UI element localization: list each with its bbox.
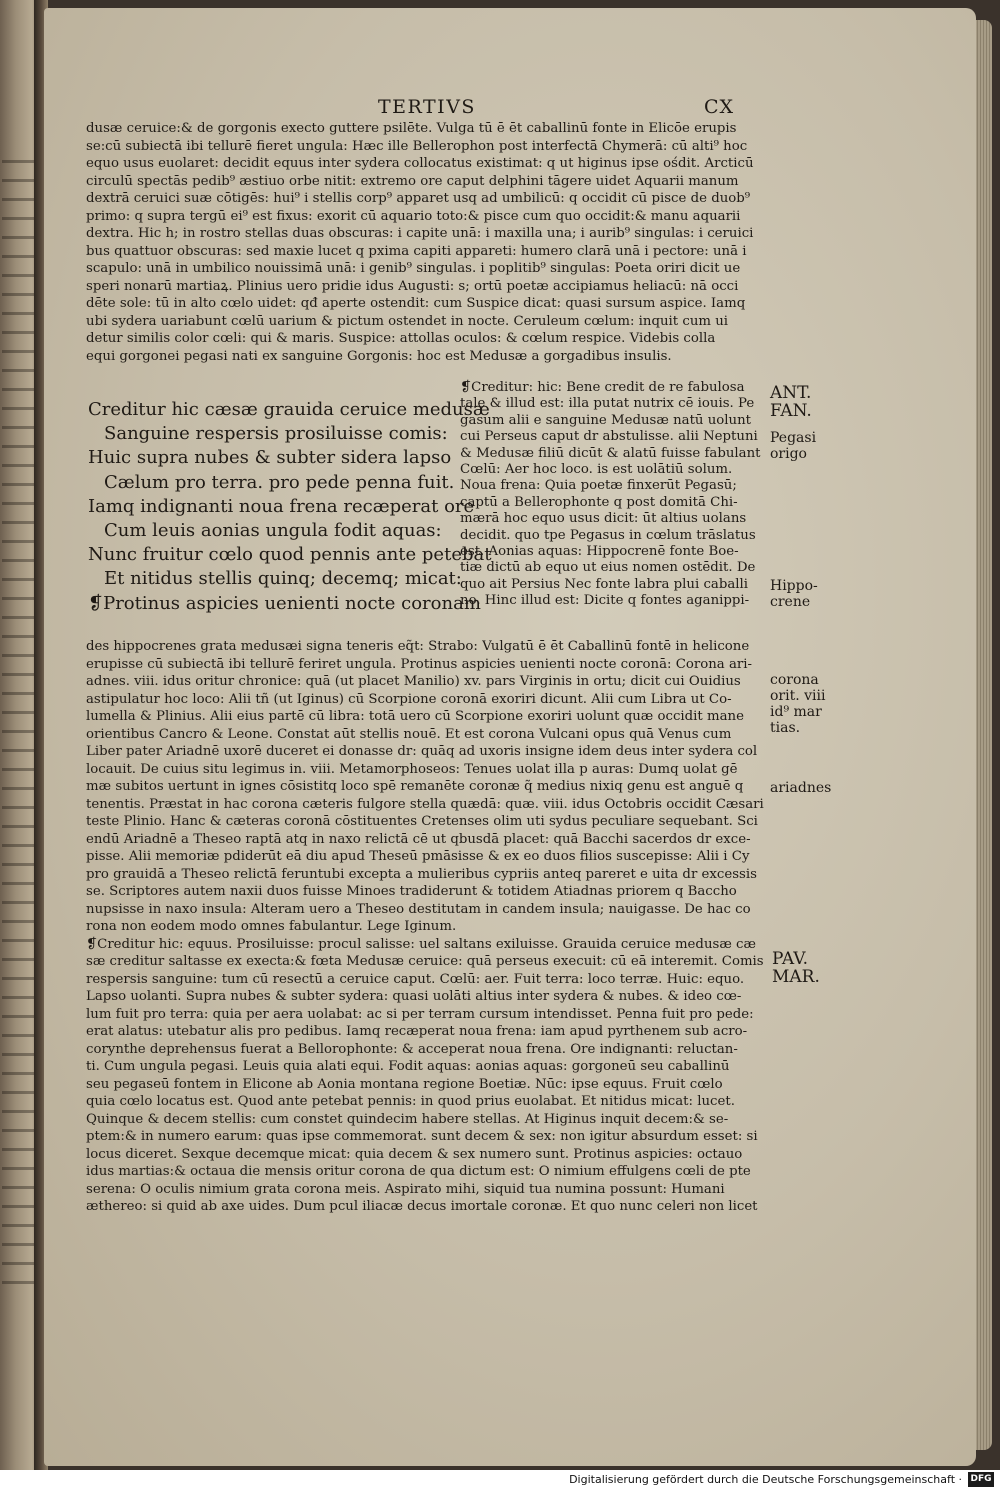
text-line: lum fuit pro terra: quia per aera uolabat: ac si per terram cursum intendisset. Penna fuit pro pede: xyxy=(86,1006,754,1022)
text-line: serena: O oculis nimium grata corona meis. Aspirato mihi, siquid tua numina possunt: Humani xyxy=(86,1181,725,1197)
text-line: scapulo: unā in umbilico nouissimā unā: i genib⁹ singulas. i poplitib⁹ singulas: Poeta oriri dicit ue xyxy=(86,261,741,276)
text-line: tiæ dictū ab equo ut eius nomen ostēdit. De xyxy=(460,560,756,576)
text-line: mærā hoc equo usus dicit: ūt altius uolans xyxy=(460,511,747,527)
verse-line: Iamq indignanti noua frena recæperat ore xyxy=(88,495,475,517)
text-line: dextrā ceruici suæ cōtigēs: hui⁹ i stellis corp⁹ apparet usq ad umbilicū: q occidit cū pisce de duob⁹ xyxy=(86,191,751,206)
margin-line: crene xyxy=(770,594,811,610)
verse-line: Creditur hic cæsæ grauida ceruice medusæ xyxy=(88,399,490,420)
margin-note-ant-fan xyxy=(770,384,812,420)
digitization-footer xyxy=(0,1470,1000,1490)
text-line: equi gorgonei pegasi nati ex sanguine Gorgonis: hoc est Medusæ a gorgadibus insulis. xyxy=(86,348,672,364)
text-line: quia cœlo locatus est. Quod ante petebat pennis: in quod prius euolabat. Et nitidus micat: lucet. xyxy=(86,1094,735,1109)
margin-line: PAV. xyxy=(772,949,809,969)
margin-line: ariadnes xyxy=(770,780,832,796)
verse-line: Et nitidus stellis quinq; decemq; micat: xyxy=(104,568,462,590)
text-line: erat alatus: utebatur alis pro pedibus. Iamq recæperat noua frena: iam apud pyrthenem sub acro- xyxy=(86,1024,748,1039)
commentary-right-column xyxy=(460,380,760,609)
text-line: des hippocrenes grata medusæi signa teneris eq̃t: Strabo: Vulgatū ē ēt Caballinū fontē in helicone xyxy=(86,639,750,654)
text-line: ptem:& in numero earum: quas ipse commemorat. sunt decem & sex: non igitur absurdum esset: si xyxy=(86,1129,758,1144)
text-line: se:cū subiectā ibi tellurē fieret ungula: Hæc ille Bellerophon post interfectā Chymerā: cū alti⁹ hoc xyxy=(86,138,748,154)
margin-line: tias. xyxy=(770,720,801,736)
commentary-bottom xyxy=(86,638,764,1216)
verse-line: Nunc fruitur cœlo quod pennis ante petebat xyxy=(88,544,492,566)
verse-block xyxy=(88,398,491,616)
margin-line: MAR. xyxy=(772,967,820,987)
text-line: pro grauidā a Theseo relictā feruntubi excepta a mulieribus cypriis anteq pareret e uita dr excessis xyxy=(86,866,757,882)
text-line: mæ subitos uertunt in ignes cōsistitq loco spē remanēte coronæ q̃ medius nixiq genu est anguē q xyxy=(86,779,744,794)
footer-credit: Digitalisierung gefördert durch die Deutsche Forschungsgemeinschaft · xyxy=(569,1473,962,1486)
text-line: captū a Bellerophonte q post domitā Chi- xyxy=(460,494,738,510)
text-line: æthereo: si quid ab axe uides. Dum pcul iliacæ decus imortale coronæ. Et quo nunc celeri non licet xyxy=(86,1199,758,1214)
text-line: dusæ ceruice:& de gorgonis execto guttere psilēte. Vulga tū ē ēt caballinū fonte in Elicōe erupis xyxy=(86,121,737,136)
text-line: endū Ariadnē a Theseo raptā atq in naxo relictā cē ut qbusdā placet: quā Bacchi sacerdos dr exce- xyxy=(86,831,751,847)
text-line: Quinque & decem stellis: cum constet quindecim habere stellas. At Higinus inquit decem:& se- xyxy=(86,1111,729,1127)
text-line: seu pegaseū fontem in Elicone ab Aonia montana regione Boetiæ. Nūc: ipse equus. Fruit cœlo xyxy=(86,1076,723,1092)
margin-line: corona xyxy=(770,672,819,688)
margin-note-corona xyxy=(770,672,825,736)
margin-line: FAN. xyxy=(770,401,812,421)
margin-line: Pegasi xyxy=(770,430,817,446)
margin-line: Hippo- xyxy=(770,578,818,594)
text-line: astipulatur hoc loco: Alii tñ (ut Iginus) cū Scorpione coronā exoriri dicunt. Alii cum Libra ut Co- xyxy=(86,691,732,707)
text-line: se. Scriptores autem naxii duos fuisse Minoes tradiderunt & totidem Atiadnas priorem q Baccho xyxy=(86,884,737,899)
text-line: equo usus euolaret: decidit equus inter sydera collocatus existimat: q ut higinus ipse ośdit. Arcticū xyxy=(86,156,754,171)
margin-note-ariadne xyxy=(770,780,831,796)
verse-line: Cælum pro terra. pro pede penna fuit. xyxy=(104,471,455,493)
text-line: rona non eodem modo omnes fabulantur. Lege Iginum. xyxy=(86,919,457,934)
text-line: Lapso uolanti. Supra nubes & subter sydera: quasi uolāti altius inter sydera & nubes. & ideo cœ- xyxy=(86,989,742,1004)
text-line: cui Perseus caput dr abstulisse. alii Neptuni xyxy=(460,429,758,445)
text-line: Liber pater Ariadnē uxorē duceret ei donasse dr: quāq ad uxoris insigne idem deus inter sydera col xyxy=(86,744,758,759)
running-head: TERTIVS xyxy=(378,96,476,118)
text-line: tenentis. Præstat in hac corona cæteris fulgore stella quædā: quæ. viii. idus Octobris occidit Cæsari xyxy=(86,796,764,812)
text-line: est. Aonias aquas: Hippocrenē fonte Boe- xyxy=(460,543,739,559)
text-line: no. Hinc illud est: Dicite q fontes aganippi- xyxy=(460,593,750,609)
text-line: adnes. viii. idus oritur chronice: quā (ut placet Manilio) xv. pars Virginis in ortu; dicit cui Ouidius xyxy=(86,674,741,689)
margin-line: id⁹ mar xyxy=(770,704,822,720)
text-line: gasum alii e sanguine Medusæ natū uolunt xyxy=(460,412,751,428)
text-line: detur similis color cœli: qui & maris. Suspice: attollas oculos: & cœlum respice. Videbis colla xyxy=(86,331,716,346)
text-line: Noua frena: Quia poetæ finxerūt Pegasū; xyxy=(460,478,737,494)
text-line: dēte sole: tū in alto cœlo uidet: qđ aperte ostendit: cum Suspice dicat: quasi sursum aspice. Iamq xyxy=(86,296,746,311)
text-line: orientibus Cancro & Leone. Constat aūt stellis nouē. Et est corona Vulcani opus quā Venus cum xyxy=(86,726,732,742)
text-line: Cœlū: Aer hoc loco. is est uolātiū solum. xyxy=(460,461,733,477)
margin-note-pegasi xyxy=(770,430,816,462)
text-line: ❡Creditur: hic: Bene credit de re fabulosa xyxy=(460,380,745,395)
folio-number: CX xyxy=(704,96,735,118)
text-line: circulū spectās pedib⁹ æstiuo orbe nitit: extremo ore caput delphini tāgere uidet Aquarii manum xyxy=(86,173,739,189)
text-line: dextra. Hic h; in rostro stellas duas obscuras: i capite unā: i maxilla una; i aurib⁹ singulas: i ceruici xyxy=(86,226,754,241)
margin-note-pav-mar xyxy=(772,950,820,986)
text-line: ti. Cum ungula pegasi. Leuis quia alati equi. Fodit aquas: aonias aquas: gorgoneū seu caballinū xyxy=(86,1059,730,1074)
text-line: decidit. quo tpe Pegasus in cœlum trāslatus xyxy=(460,527,756,543)
text-line: locauit. De cuius situ legimus in. viii. Metamorphoseos: Tenues uolat illa p auras: Dumq uolat gē xyxy=(86,761,738,777)
text-line: teste Plinio. Hanc & cæteras coronā cōstituentes Cretenses olim uti sydus peculiare sequebant. Sci xyxy=(86,814,758,829)
text-line: corynthe deprehensus fuerat a Bellorophonte: & acceperat noua frena. Ore indignanti: reluctan- xyxy=(86,1041,738,1057)
text-line: respersis sanguine: tum cū resectū a ceruice caput. Cœlū: aer. Fuit terra: loco terræ. Huic: equo. xyxy=(86,971,745,987)
text-line: ubi sydera uariabunt cœlū uarium & pictum ostendet in nocte. Ceruleum cœlum: inquit cum ui xyxy=(86,313,729,329)
text-line: tale & illud est: illa putat nutrix cē iouis. Pe xyxy=(460,396,755,412)
text-line: & Medusæ filiū dicūt & alatū fuisse fabulant xyxy=(460,445,761,461)
text-line: sæ creditur saltasse ex execta:& fœta Medusæ ceruice: quā perseus execuit: cū eā interemit. Comis xyxy=(86,954,764,969)
text-line: lumella & Plinius. Alii eius partē cū libra: totā uero cū Scorpione exoriri uolunt quæ occidit mane xyxy=(86,709,744,724)
margin-line: orit. viii xyxy=(770,688,826,704)
verse-line: Cum leuis aonias ungula fodit aquas: xyxy=(104,519,442,541)
margin-line: ANT. xyxy=(770,383,812,403)
verse-line: Huic supra nubes & subter sidera lapso xyxy=(88,447,452,469)
text-line: idus martias:& octaua die mensis oritur corona de qua dictum est: O nimium effulgens cœli de pte xyxy=(86,1164,751,1179)
commentary-top xyxy=(86,120,754,365)
text-line: speri nonarū martiaꝝ. Plinius uero pridie idus Augusti: s; ortū poetæ accipiamus heliacū: nā occi xyxy=(86,278,739,294)
verse-line: ❡Protinus aspicies uenienti nocte coronam xyxy=(88,592,481,614)
text-line: pisse. Alii memoriæ pdiderūt eā diu apud Theseū pmāsisse & ex eo duos filios suscepisse: Alii i Cy xyxy=(86,849,750,864)
text-line: bus quattuor obscuras: sed maxie lucet q pxima capiti appareti: humero clarā unā i pectore: unā i xyxy=(86,243,747,259)
margin-line: origo xyxy=(770,446,807,462)
text-line: quo ait Persius Nec fonte labra plui caballi xyxy=(460,576,749,592)
left-page-text-lines xyxy=(2,150,36,1300)
verse-line: Sanguine respersis prosiluisse comis: xyxy=(104,423,448,445)
text-line: nupsisse in naxo insula: Alteram uero a Theseo destitutam in candem insula; nauigasse. De hac co xyxy=(86,901,751,917)
dfg-logo: DFG xyxy=(968,1472,994,1487)
text-line: erupisse cū subiectā ibi tellurē feriret ungula. Protinus aspicies uenienti nocte coronā: Corona ari- xyxy=(86,656,752,672)
text-line: primo: q supra tergū ei⁹ est fixus: exorit cū aquario toto:& pisce cum quo occidit:& manu aquarii xyxy=(86,208,741,224)
margin-note-hippocrene xyxy=(770,578,818,610)
text-line: ❡Creditur hic: equus. Prosiluisse: procul salisse: uel saltans exiluisse. Grauida ceruice medusæ cæ xyxy=(86,936,756,952)
text-line: locus diceret. Sexque decemque micat: quia decem & sex numero sunt. Protinus aspicies: octauo xyxy=(86,1146,743,1162)
